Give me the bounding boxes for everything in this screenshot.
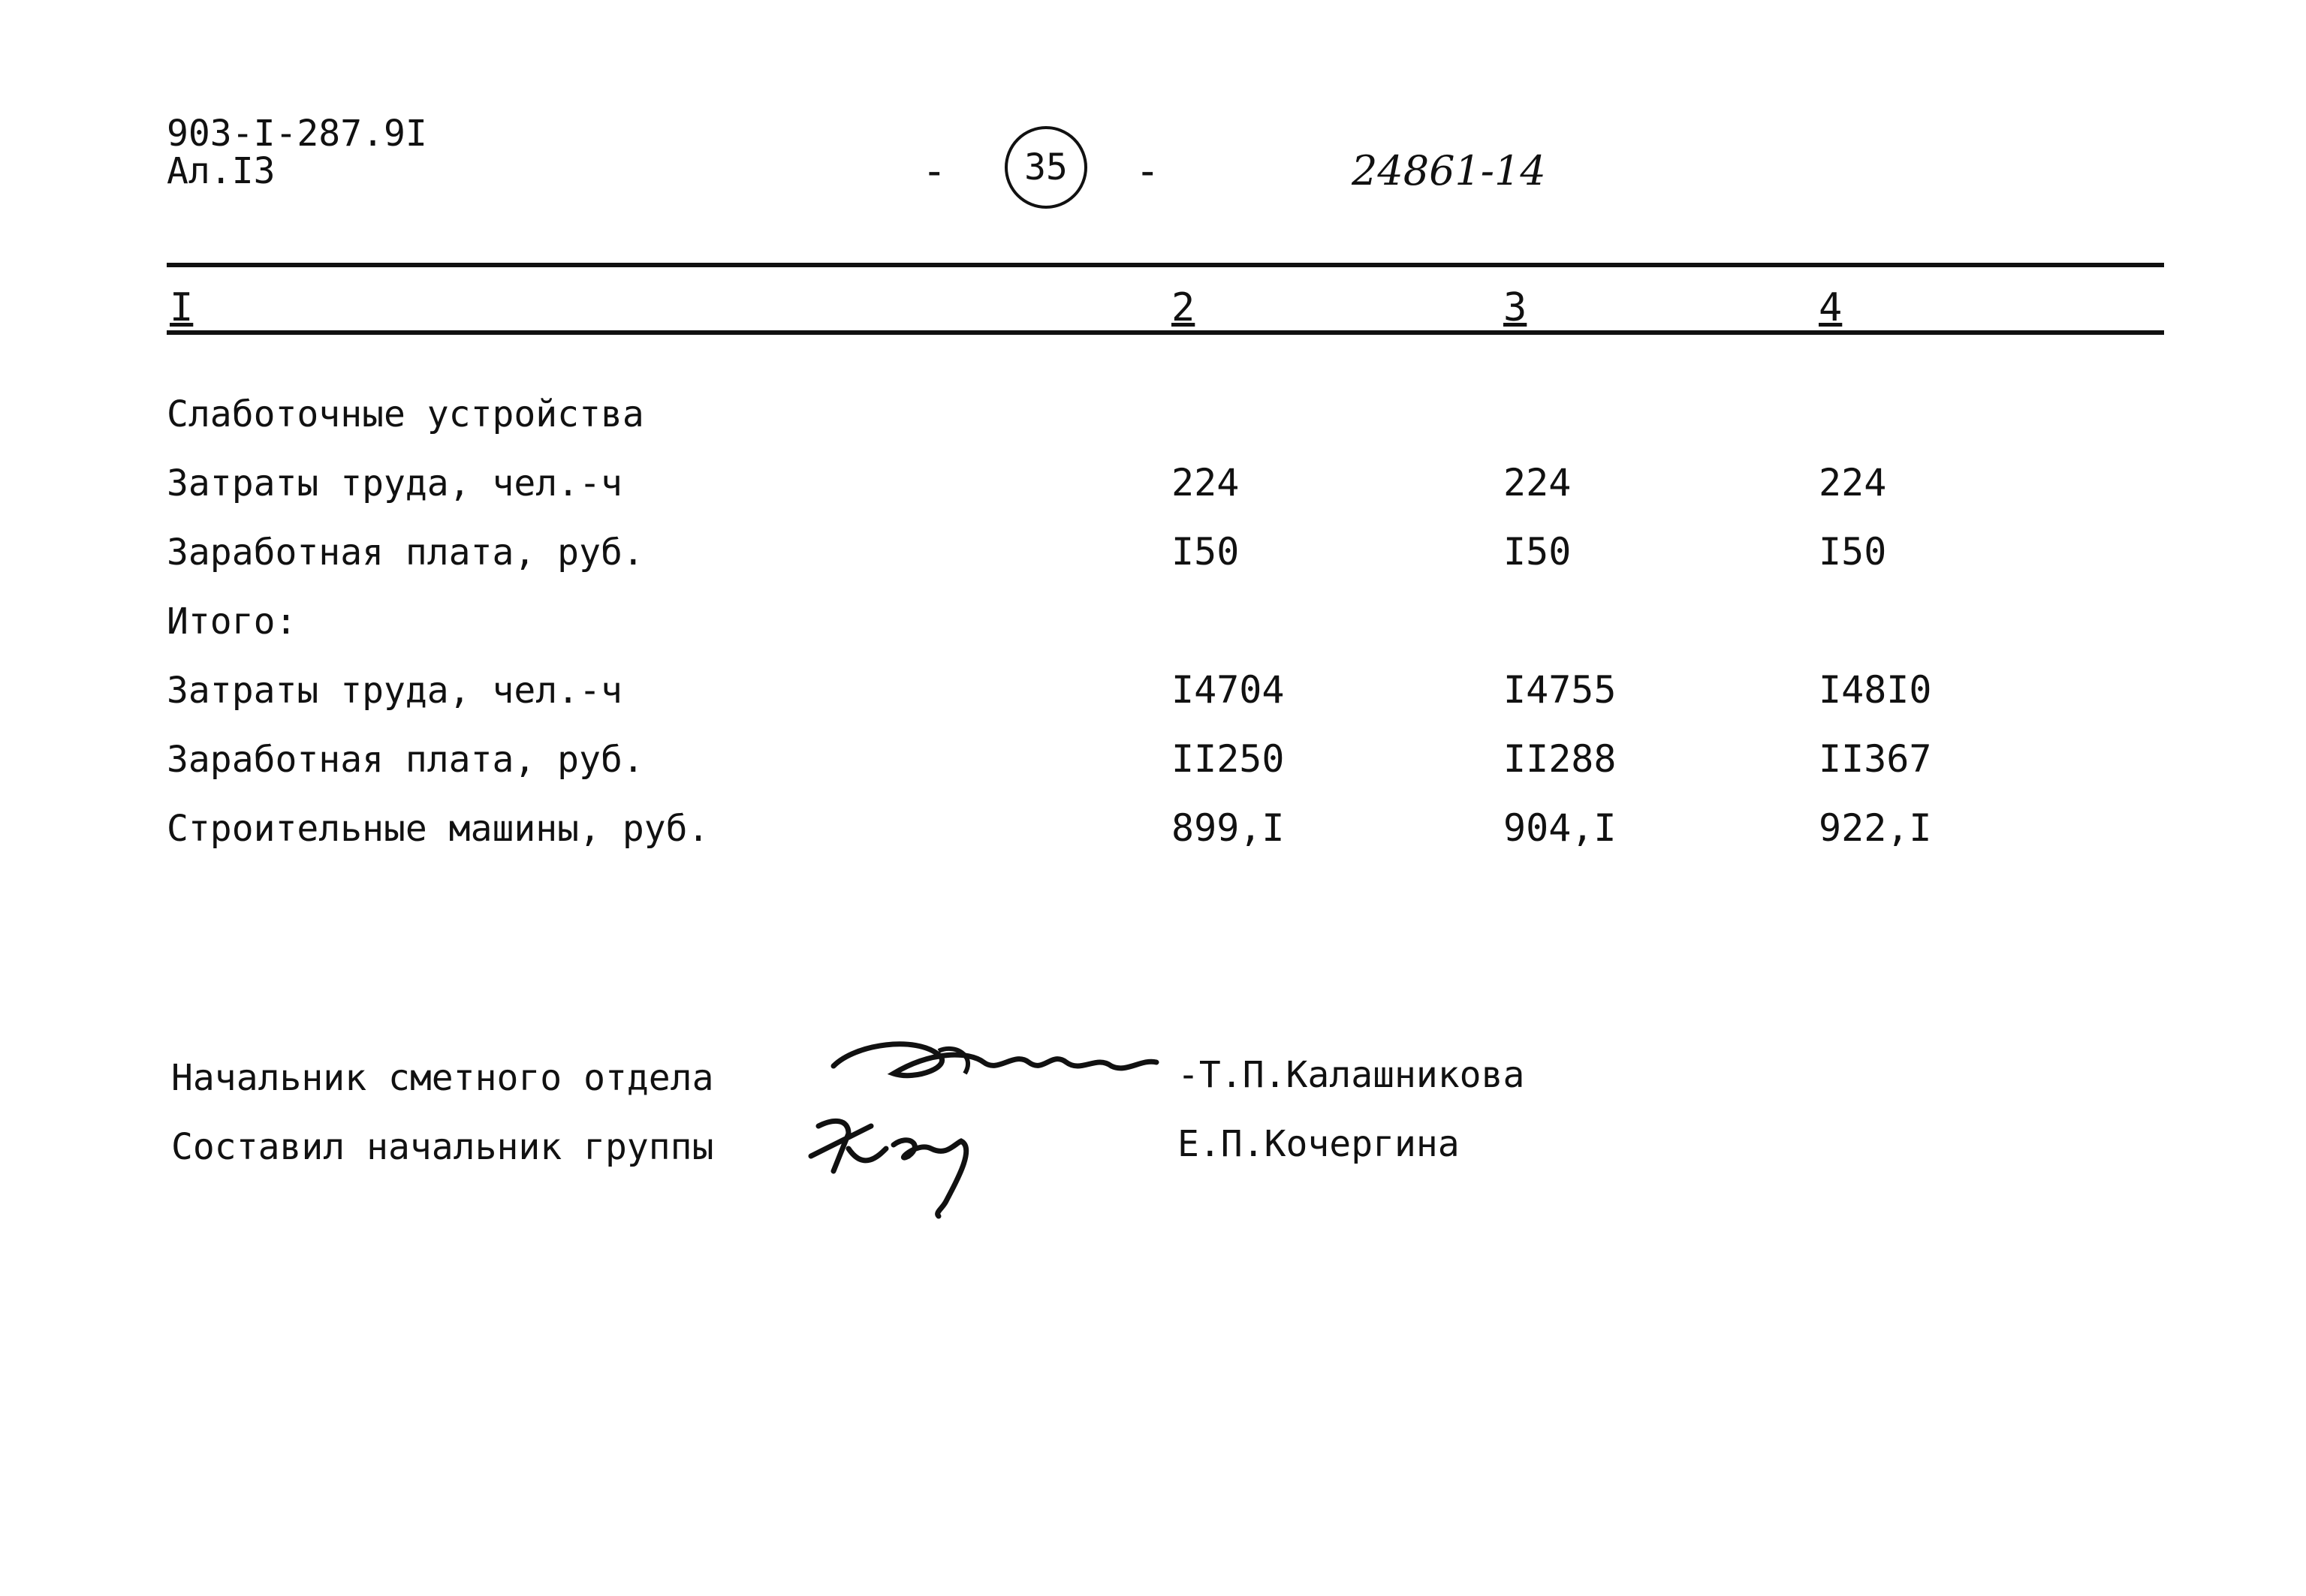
- table-row-label: Заработная плата, руб.: [167, 531, 644, 574]
- table-cell: I4704: [1171, 668, 1285, 712]
- column-header-3: 3: [1503, 285, 1527, 330]
- document-code: 903-I-287.9I: [167, 113, 427, 155]
- table-cell: II250: [1171, 737, 1285, 781]
- column-header-2: 2: [1171, 285, 1195, 330]
- page-dash-left: -: [922, 147, 947, 194]
- table-row-label: Строительные машины, руб.: [167, 808, 710, 850]
- signature-role-group: Составил начальник группы: [171, 1126, 714, 1168]
- handwritten-signature-group: [803, 1104, 999, 1224]
- table-cell: 899,I: [1171, 806, 1285, 850]
- handwritten-number: 24861-14: [1352, 147, 1546, 194]
- column-header-1: I: [170, 285, 194, 330]
- page-dash-right: -: [1135, 147, 1160, 194]
- sheet-number: Ал.I3: [167, 150, 276, 192]
- table-cell: II367: [1819, 737, 1932, 781]
- page-number: 35: [1005, 126, 1087, 209]
- signature-role-head: Начальник сметного отдела: [171, 1057, 714, 1099]
- table-cell: I50: [1819, 530, 1887, 574]
- column-header-4: 4: [1819, 285, 1843, 330]
- table-row-label: Затраты труда, чел.-ч: [167, 670, 622, 712]
- table-cell: I48I0: [1819, 668, 1932, 712]
- table-cell: 224: [1819, 461, 1887, 504]
- table-row-label: Слаботочные устройства: [167, 393, 644, 435]
- table-row-label: Заработная плата, руб.: [167, 739, 644, 781]
- table-header-rule: [167, 330, 2164, 335]
- handwritten-signature-head: [826, 1021, 1171, 1104]
- table-cell: 922,I: [1819, 806, 1932, 850]
- signature-name-group: Е.П.Кочергина: [1177, 1123, 1460, 1165]
- signature-name-head: -Т.П.Калашникова: [1177, 1054, 1525, 1096]
- table-cell: 224: [1171, 461, 1240, 504]
- table-cell: 904,I: [1503, 806, 1617, 850]
- table-row-label: Итого:: [167, 601, 297, 643]
- table-top-rule: [167, 263, 2164, 267]
- table-row-label: Затраты труда, чел.-ч: [167, 462, 622, 504]
- table-cell: I4755: [1503, 668, 1617, 712]
- table-cell: I50: [1503, 530, 1572, 574]
- table-cell: II288: [1503, 737, 1617, 781]
- table-cell: 224: [1503, 461, 1572, 504]
- table-cell: I50: [1171, 530, 1240, 574]
